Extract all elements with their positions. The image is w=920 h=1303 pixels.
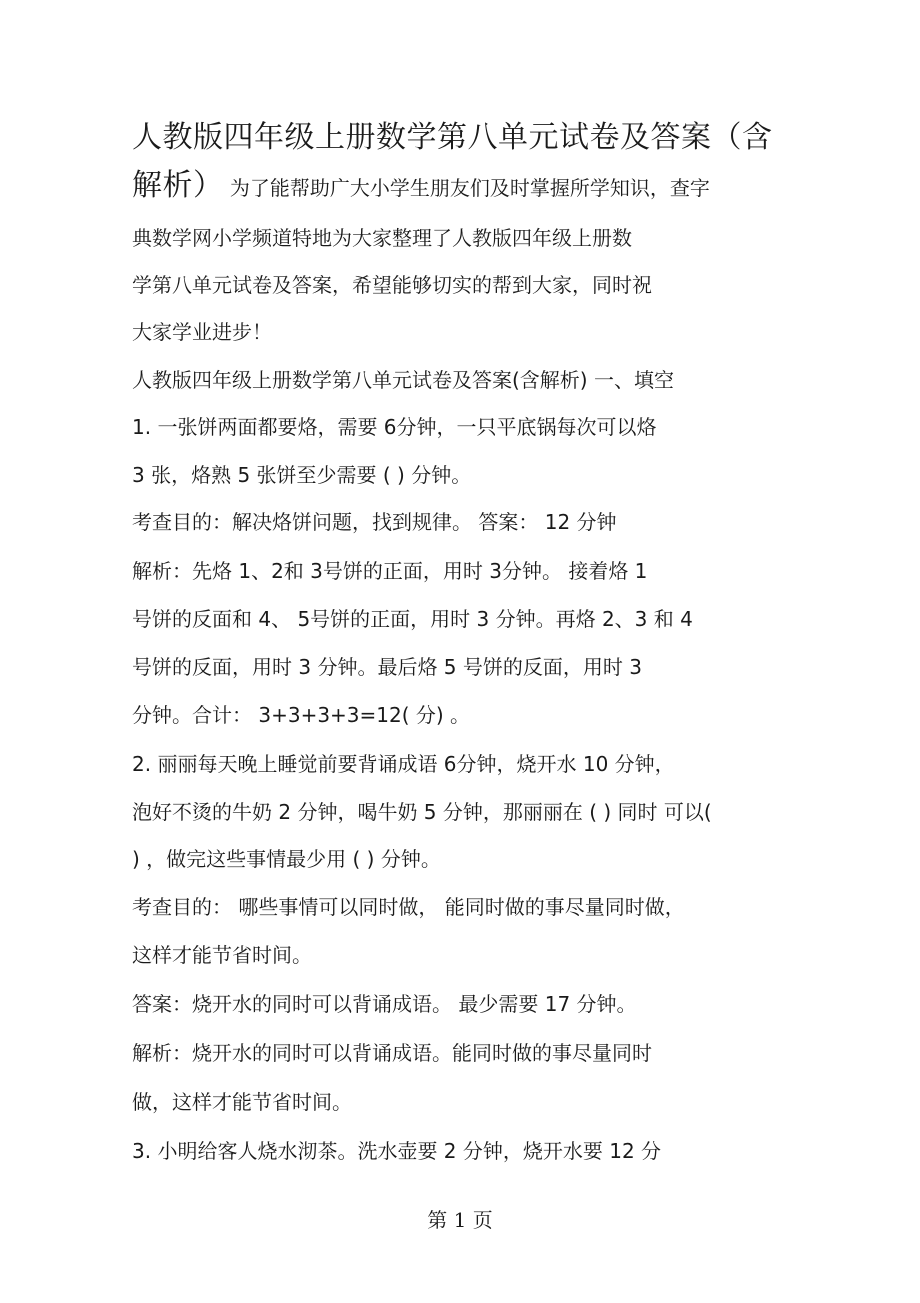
- question-line: 3 张，烙熟 5 张饼至少需要 ( ) 分钟。: [132, 463, 472, 487]
- question-line: 3. 小明给客人烧水沏茶。洗水壶要 2 分钟，烧开水要 12 分: [132, 1139, 662, 1163]
- analysis-line: 号饼的反面和 4、 5号饼的正面，用时 3 分钟。再烙 2、3 和 4: [132, 607, 693, 631]
- question-line: ) ，做完这些事情最少用 ( ) 分钟。: [132, 847, 441, 871]
- purpose-line: 考查目的： 哪些事情可以同时做， 能同时做的事尽量同时做，: [132, 895, 685, 919]
- question-line: 1. 一张饼两面都要烙，需要 6分钟，一只平底锅每次可以烙: [132, 415, 657, 439]
- page-number: 第 1 页: [427, 1208, 493, 1232]
- analysis-line: 做，这样才能节省时间。: [132, 1090, 352, 1114]
- answer-line: 考查目的：解决烙饼问题，找到规律。 答案： 12 分钟: [132, 510, 617, 534]
- question-line: 2. 丽丽每天晚上睡觉前要背诵成语 6分钟，烧开水 10 分钟，: [132, 752, 675, 776]
- title-text-2: 解析）: [132, 168, 224, 203]
- intro-text-1: 为了能帮助广大小学生朋友们及时掌握所学知识，查字: [223, 176, 710, 200]
- paragraph-line: 学第八单元试卷及答案，希望能够切实的帮到大家，同时祝: [132, 273, 652, 297]
- analysis-line: 解析：烧开水的同时可以背诵成语。能同时做的事尽量同时: [132, 1041, 652, 1065]
- title-line-1: [132, 118, 773, 158]
- purpose-line: 这样才能节省时间。: [132, 943, 312, 967]
- paragraph-line: 大家学业进步！: [132, 320, 272, 344]
- paragraph-line: 典数学网小学频道特地为大家整理了人教版四年级上册数: [132, 226, 632, 250]
- analysis-line: 解析：先烙 1、2和 3号饼的正面，用时 3分钟。 接着烙 1: [132, 559, 648, 583]
- title-text-1: 人教版四年级上册数学第八单元试卷及答案（含: [132, 120, 773, 155]
- analysis-line: 分钟。合计： 3+3+3+3=12( 分) 。: [132, 703, 471, 727]
- analysis-line: 号饼的反面，用时 3 分钟。最后烙 5 号饼的反面，用时 3: [132, 655, 642, 679]
- question-line: 泡好不烫的牛奶 2 分钟，喝牛奶 5 分钟，那丽丽在 ( ) 同时 可以(: [132, 800, 712, 824]
- answer-line: 答案：烧开水的同时可以背诵成语。 最少需要 17 分钟。: [132, 992, 637, 1016]
- title-line-2: [132, 166, 710, 208]
- section-heading-line: 人教版四年级上册数学第八单元试卷及答案(含解析) 一、填空: [132, 368, 674, 392]
